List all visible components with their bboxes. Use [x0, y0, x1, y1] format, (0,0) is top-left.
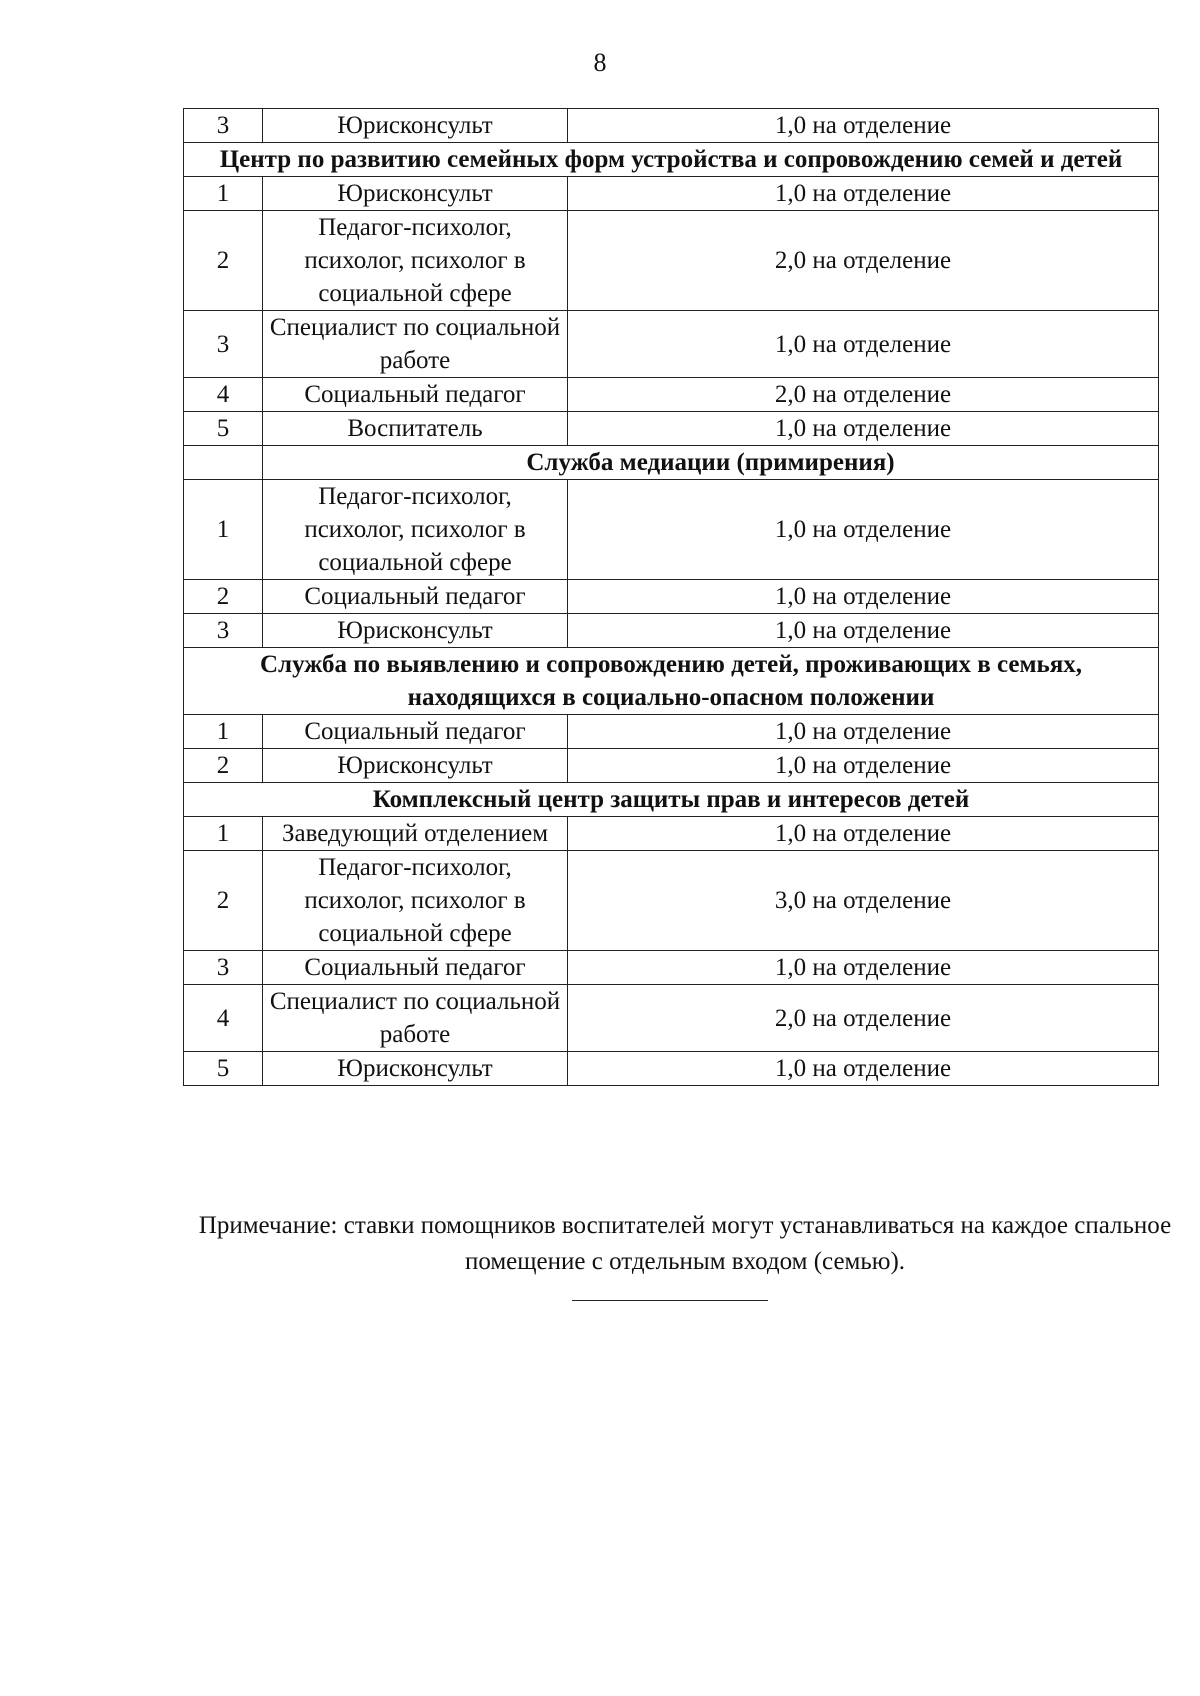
closing-rule — [572, 1300, 768, 1301]
rate-value: 2,0 на отделение — [568, 378, 1159, 412]
table-row — [184, 715, 1159, 749]
staffing-table-body — [184, 109, 1159, 1086]
rate-value: 1,0 на отделение — [568, 580, 1159, 614]
table-row — [184, 211, 1159, 311]
position-name: Юрисконсульт — [263, 1052, 568, 1086]
row-number: 2 — [184, 851, 263, 951]
rate-value: 1,0 на отделение — [568, 614, 1159, 648]
position-name: Педагог-психолог, психолог, психолог в социальной сфере — [263, 851, 568, 951]
section-title: Служба по выявлению и сопровождению детей, проживающих в семьях, находящихся в социально-опасном положении — [184, 648, 1159, 715]
rate-value: 1,0 на отделение — [568, 480, 1159, 580]
table-row — [184, 851, 1159, 951]
position-name: Социальный педагог — [263, 580, 568, 614]
section-header-row — [184, 446, 1159, 480]
table-row — [184, 1052, 1159, 1086]
row-number: 2 — [184, 749, 263, 783]
row-number: 1 — [184, 817, 263, 851]
empty-cell — [184, 446, 263, 480]
rate-value: 2,0 на отделение — [568, 985, 1159, 1052]
table-row — [184, 749, 1159, 783]
position-name: Юрисконсульт — [263, 109, 568, 143]
position-name: Воспитатель — [263, 412, 568, 446]
footnote: Примечание: ставки помощников воспитателей могут устанавливаться на каждое спальное помещение с отдельным входом (семью). — [198, 1212, 1172, 1275]
table-row — [184, 817, 1159, 851]
position-name: Социальный педагог — [263, 378, 568, 412]
table-row — [184, 378, 1159, 412]
rate-value: 1,0 на отделение — [568, 951, 1159, 985]
rate-value: 1,0 на отделение — [568, 715, 1159, 749]
rate-value: 1,0 на отделение — [568, 1052, 1159, 1086]
table-row — [184, 951, 1159, 985]
table-row — [184, 412, 1159, 446]
section-title: Комплексный центр защиты прав и интересов детей — [184, 783, 1159, 817]
section-header-row — [184, 783, 1159, 817]
row-number: 3 — [184, 951, 263, 985]
row-number: 2 — [184, 580, 263, 614]
row-number: 1 — [184, 480, 263, 580]
rate-value: 1,0 на отделение — [568, 109, 1159, 143]
row-number: 3 — [184, 614, 263, 648]
row-number: 1 — [184, 177, 263, 211]
row-number: 2 — [184, 211, 263, 311]
section-header-row — [184, 143, 1159, 177]
row-number: 4 — [184, 378, 263, 412]
row-number: 4 — [184, 985, 263, 1052]
row-number: 3 — [184, 311, 263, 378]
position-name: Специалист по социальной работе — [263, 985, 568, 1052]
position-name: Заведующий отделением — [263, 817, 568, 851]
position-name: Юрисконсульт — [263, 749, 568, 783]
table-row — [184, 109, 1159, 143]
page-number: 8 — [593, 48, 607, 77]
table-row — [184, 311, 1159, 378]
position-name: Педагог-психолог, психолог, психолог в социальной сфере — [263, 211, 568, 311]
rate-value: 1,0 на отделение — [568, 749, 1159, 783]
table-row — [184, 985, 1159, 1052]
position-name: Специалист по социальной работе — [263, 311, 568, 378]
rate-value: 1,0 на отделение — [568, 177, 1159, 211]
rate-value: 1,0 на отделение — [568, 817, 1159, 851]
section-title: Центр по развитию семейных форм устройства и сопровождению семей и детей — [184, 143, 1159, 177]
position-name: Юрисконсульт — [263, 614, 568, 648]
staffing-table — [183, 108, 1159, 1086]
section-title: Служба медиации (примирения) — [263, 446, 1159, 480]
position-name: Социальный педагог — [263, 715, 568, 749]
rate-value: 2,0 на отделение — [568, 211, 1159, 311]
row-number: 3 — [184, 109, 263, 143]
position-name: Юрисконсульт — [263, 177, 568, 211]
row-number: 5 — [184, 1052, 263, 1086]
table-row — [184, 480, 1159, 580]
table-row — [184, 614, 1159, 648]
table-row — [184, 177, 1159, 211]
rate-value: 3,0 на отделение — [568, 851, 1159, 951]
position-name: Педагог-психолог, психолог, психолог в социальной сфере — [263, 480, 568, 580]
table-row — [184, 580, 1159, 614]
rate-value: 1,0 на отделение — [568, 412, 1159, 446]
position-name: Социальный педагог — [263, 951, 568, 985]
rate-value: 1,0 на отделение — [568, 311, 1159, 378]
row-number: 1 — [184, 715, 263, 749]
row-number: 5 — [184, 412, 263, 446]
section-header-row — [184, 648, 1159, 715]
